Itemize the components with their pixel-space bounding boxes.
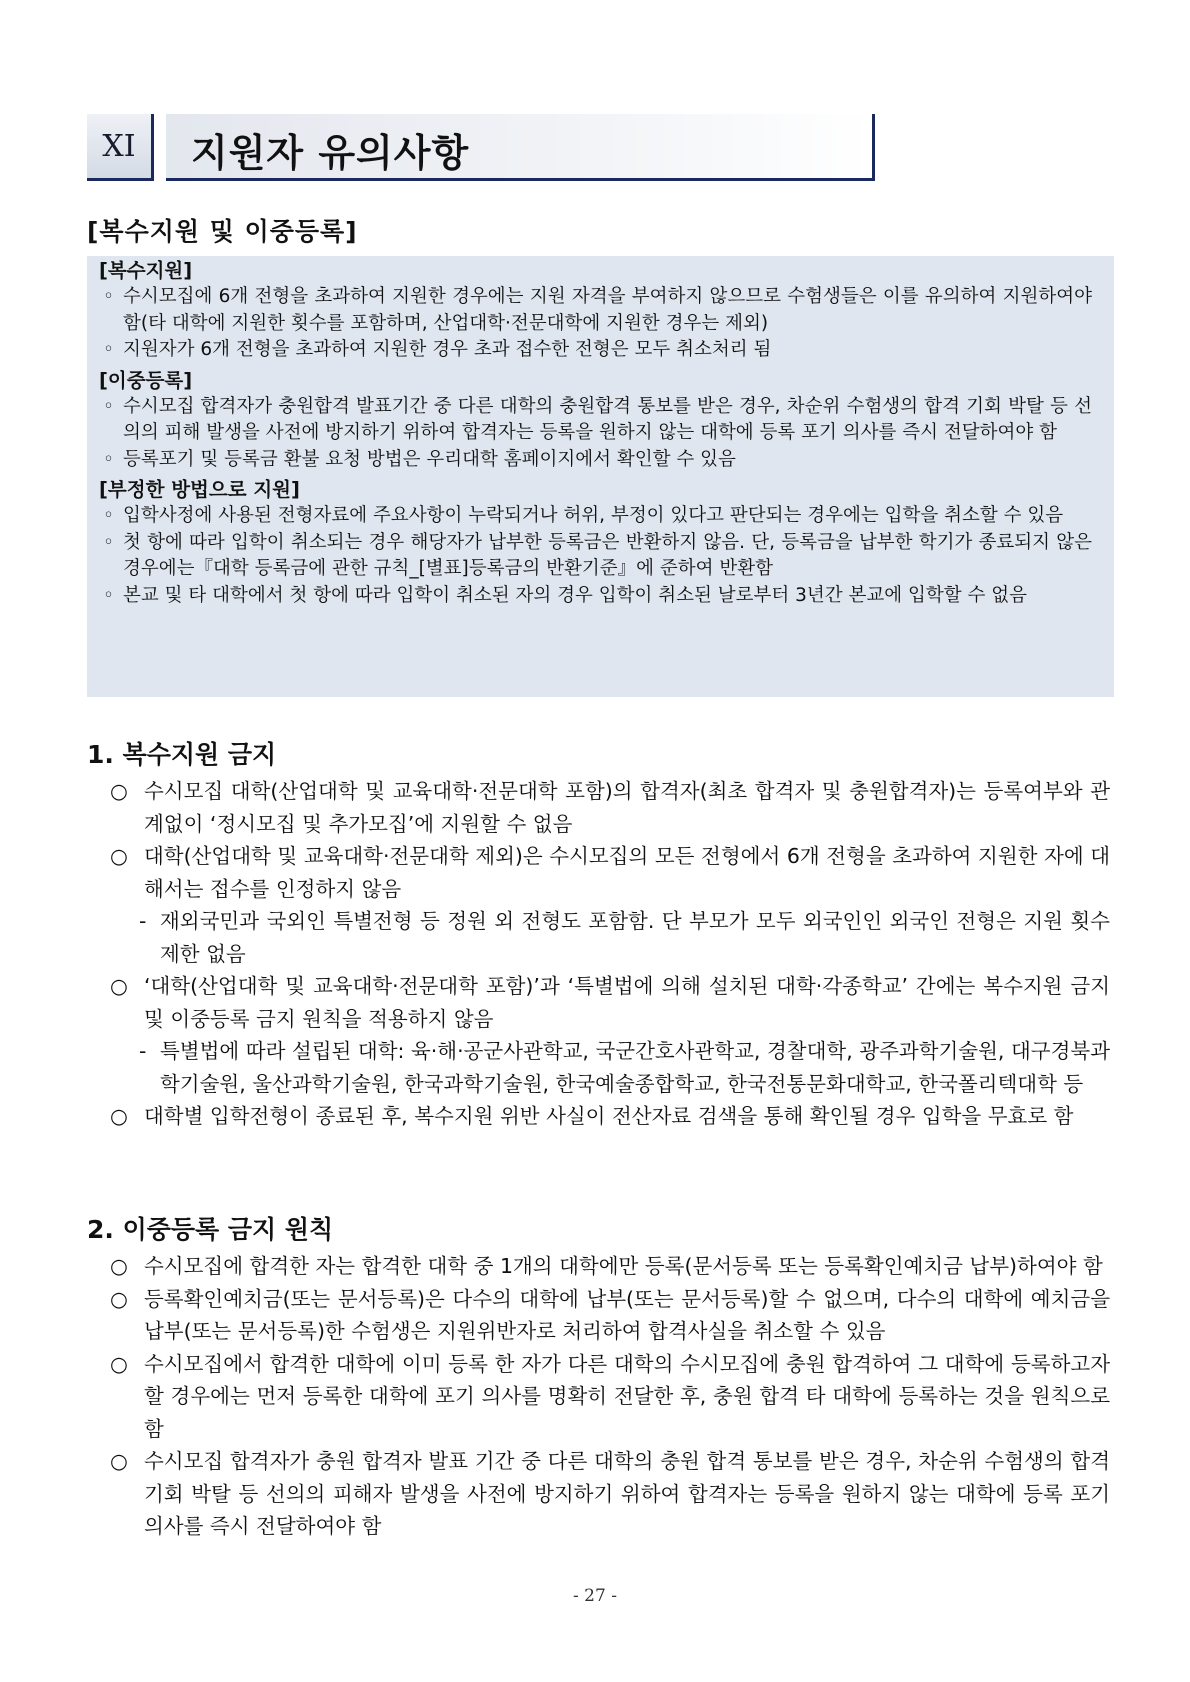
bullet-marker: ◦ (103, 505, 114, 526)
bullet-marker: ○ (110, 844, 128, 868)
list-item: ○ 수시모집 대학(산업대학 및 교육대학·전문대학 포함)의 합격자(최초 합격자 및 충원합격자)는 등록여부와 관계없이 ‘정시모집 및 추가모집’에 지원할 수 없음 (110, 775, 1110, 840)
bullet-marker: ○ (110, 1104, 128, 1128)
bullet-marker: ◦ (103, 395, 114, 417)
bullet-marker: ○ (110, 779, 128, 803)
page-number: - 27 - (573, 1586, 617, 1606)
section2-heading: 2. 이중등록 금지 원칙 (87, 1215, 334, 1244)
summary-item: ◦ 지원자가 6개 전형을 초과하여 지원한 경우 초과 접수한 전형은 모두 취소처리 됨 (99, 337, 1092, 364)
section2-body (110, 1250, 1110, 1543)
bullet-marker: ◦ (103, 286, 114, 307)
summary-item: ◦ 입학사정에 사용된 전형자료에 주요사항이 누락되거나 허위, 부정이 있다고 판단되는 경우에는 입학을 취소할 수 있음 (99, 503, 1092, 530)
summary-item: ◦ 첫 항에 따라 입학이 취소되는 경우 해당자가 납부한 등록금은 반환하지 않음. 단, 등록금을 납부한 학기가 종료되지 않은 경우에는『대학 등록금에 관한 규칙_[별표]등록금의 반환기준』에 준하여 반환함 (103, 531, 1092, 579)
summary-item: ◦ 수시모집에 6개 전형을 초과하여 지원한 경우에는 지원 자격을 부여하지 않으므로 수험생들은 이를 유의하여 지원하여야 함(타 대학에 지원한 횟수를 포함하며, 산업대학·전문대학에 지원한 경우는 제외) (103, 286, 1092, 334)
summary-item: ◦ 본교 및 타 대학에서 첫 항에 따라 입학이 취소된 자의 경우 입학이 취소된 날로부터 3년간 본교에 입학할 수 없음 (99, 583, 1092, 610)
list-item: ○ ‘대학(산업대학 및 교육대학·전문대학 포함)’과 ‘특별법에 의해 설치된 대학·각종학교’ 간에는 복수지원 금지 및 이중등록 금지 원칙을 적용하지 않음 (110, 970, 1110, 1035)
summary-box (87, 256, 1114, 697)
chapter-title-box (166, 114, 875, 181)
chapter-number: XI (87, 114, 154, 181)
summary-heading: [복수지원 및 이중등록] (87, 217, 358, 246)
list-item: ○ 등록확인예치금(또는 문서등록)은 다수의 대학에 납부(또는 문서등록)할 수 없으며, 다수의 대학에 예치금을 납부(또는 문서등록)한 수험생은 지원위반자로 처리하여 합격사실을 취소할 수 있음 (110, 1283, 1110, 1348)
bullet-marker: ○ (110, 1449, 128, 1473)
bullet-marker: ◦ (103, 531, 114, 553)
bullet-marker: ○ (110, 974, 128, 998)
summary-item: ◦ 수시모집 합격자가 충원합격 발표기간 중 다른 대학의 충원합격 통보를 받은 경우, 차순위 수험생의 합격 기회 박탈 등 선의의 피해 발생을 사전에 방지하기 위하여 합격자는 등록을 원하지 않는 대학에 등록 포기 의사를 즉시 전달하여야 함 (103, 395, 1092, 443)
section1-body (110, 775, 1110, 1133)
bullet-marker: ○ (110, 1254, 128, 1278)
dash-marker: - (139, 1039, 147, 1063)
subheading-multiple-application: [복수지원] (99, 259, 193, 282)
list-item: ○ 수시모집 합격자가 충원 합격자 발표 기간 중 다른 대학의 충원 합격 통보를 받은 경우, 차순위 수험생의 합격 기회 박탈 등 선의의 피해자 발생을 사전에 방지하기 위하여 합격자는 등록을 원하지 않는 대학에 등록 포기 의사를 즉시 전달하여야 함 (110, 1445, 1110, 1543)
subheading-fraudulent-application: [부정한 방법으로 지원] (99, 478, 300, 501)
bullet-marker: ○ (110, 1286, 128, 1311)
chapter-header (87, 114, 877, 182)
list-item: ○ 대학(산업대학 및 교육대학·전문대학 제외)은 수시모집의 모든 전형에서 6개 전형을 초과하여 지원한 자에 대해서는 접수를 인정하지 않음 (110, 840, 1110, 905)
section1-heading: 1. 복수지원 금지 (87, 740, 277, 769)
bullet-marker: ◦ (103, 584, 114, 606)
dash-marker: - (139, 909, 147, 933)
sub-list-item: - 특별법에 따라 설립된 대학: 육·해·공군사관학교, 국군간호사관학교, 경찰대학, 광주과학기술원, 대구경북과학기술원, 울산과학기술원, 한국과학기술원, 한국예술종합학교, 한국전통문화대학교, 한국폴리텍대학 등 (110, 1035, 1110, 1100)
bullet-marker: ◦ (103, 339, 114, 360)
sub-list-item: - 재외국민과 국외인 특별전형 등 정원 외 전형도 포함함. 단 부모가 모두 외국인인 외국인 전형은 지원 횟수 제한 없음 (110, 905, 1110, 970)
chapter-title: 지원자 유의사항 (191, 131, 470, 175)
summary-item: ◦ 등록포기 및 등록금 환불 요청 방법은 우리대학 홈페이지에서 확인할 수 있음 (99, 447, 1092, 474)
bullet-marker: ◦ (103, 448, 114, 470)
list-item: ○ 대학별 입학전형이 종료된 후, 복수지원 위반 사실이 전산자료 검색을 통해 확인될 경우 입학을 무효로 함 (110, 1100, 1110, 1133)
list-item: ○ 수시모집에 합격한 자는 합격한 대학 중 1개의 대학에만 등록(문서등록 또는 등록확인예치금 납부)하여야 함 (110, 1250, 1110, 1283)
list-item: ○ 수시모집에서 합격한 대학에 이미 등록 한 자가 다른 대학의 수시모집에 충원 합격하여 그 대학에 등록하고자 할 경우에는 먼저 등록한 대학에 포기 의사를 명확히 전달한 후, 충원 합격 타 대학에 등록하는 것을 원칙으로 함 (110, 1348, 1110, 1446)
bullet-marker: ○ (110, 1351, 128, 1376)
subheading-double-registration: [이중등록] (99, 368, 193, 392)
